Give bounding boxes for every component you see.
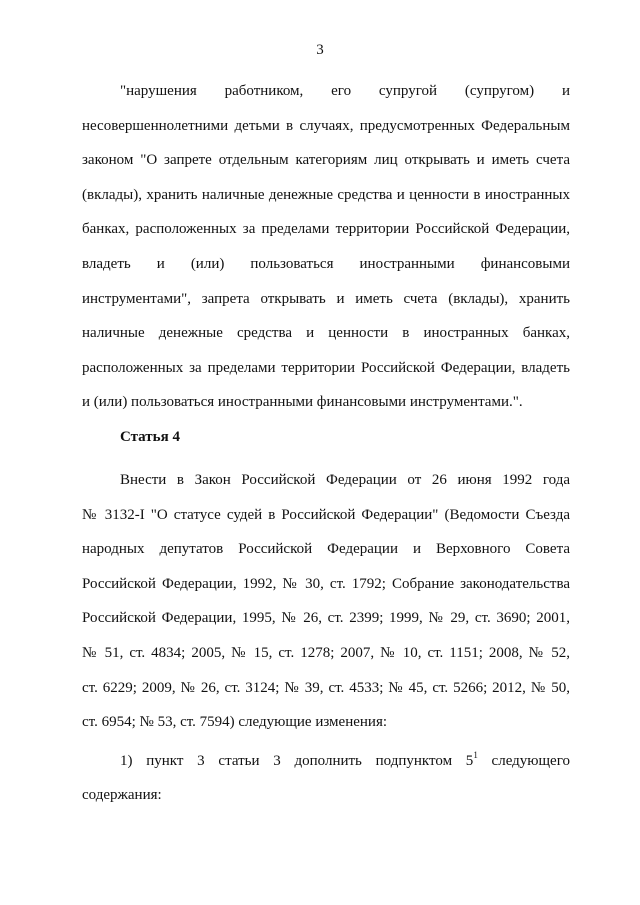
paragraph-article-body <box>82 463 570 740</box>
text-line: "нарушения работником, его супругой (супругом) и <box>120 83 570 99</box>
text-fragment: следующего <box>477 752 570 769</box>
document-body <box>82 74 570 813</box>
text-line: № 3132-I "О статусе судей в Российской Федерации" (Ведомости Съезда <box>82 506 570 523</box>
text-line: ст. 6954; № 53, ст. 7594) следующие изменения: <box>82 714 388 731</box>
text-line: банках, расположенных за пределами территории Российской Федерации, <box>82 221 570 238</box>
text-fragment: 1) пункт 3 статьи 3 дополнить подпунктом 5 <box>120 752 474 769</box>
page-number: 3 <box>316 42 324 58</box>
text-line: Российской Федерации, 1992, № 30, ст. 1792; Собрание законодательства <box>82 575 570 592</box>
text-line: ст. 6229; 2009, № 26, ст. 3124; № 39, ст. 4533; № 45, ст. 5266; 2012, № 50, <box>82 679 570 696</box>
text-line: владеть и (или) пользоваться иностранными финансовыми <box>82 255 570 272</box>
text-line: и (или) пользоваться иностранными финансовыми инструментами.". <box>82 394 523 411</box>
superscript: 1 <box>473 749 478 760</box>
text-line: (вклады), хранить наличные денежные средства и ценности в иностранных <box>82 186 570 203</box>
paragraph-amendment-item <box>82 744 570 813</box>
text-line: народных депутатов Российской Федерации и Верховного Совета <box>82 541 570 558</box>
text-line: инструментами", запрета открывать и иметь счета (вклады), хранить <box>82 290 570 307</box>
text-line: законом "О запрете отдельным категориям лиц открывать и иметь счета <box>82 152 570 169</box>
article-heading: Статья 4 <box>120 428 180 445</box>
text-line: Внести в Закон Российской Федерации от 26 июня 1992 года <box>120 471 570 488</box>
text-line: Российской Федерации, 1995, № 26, ст. 2399; 1999, № 29, ст. 3690; 2001, <box>82 610 570 627</box>
text-line: несовершеннолетними детьми в случаях, предусмотренных Федеральным <box>82 117 570 134</box>
text-line: № 51, ст. 4834; 2005, № 15, ст. 1278; 2007, № 10, ст. 1151; 2008, № 52, <box>82 644 570 661</box>
paragraph-quoted-text <box>82 74 570 420</box>
text-line: расположенных за пределами территории Российской Федерации, владеть <box>82 359 570 376</box>
text-line: наличные денежные средства и ценности в иностранных банках, <box>82 325 570 342</box>
text-line: содержания: <box>82 787 162 804</box>
text-line <box>82 744 570 779</box>
